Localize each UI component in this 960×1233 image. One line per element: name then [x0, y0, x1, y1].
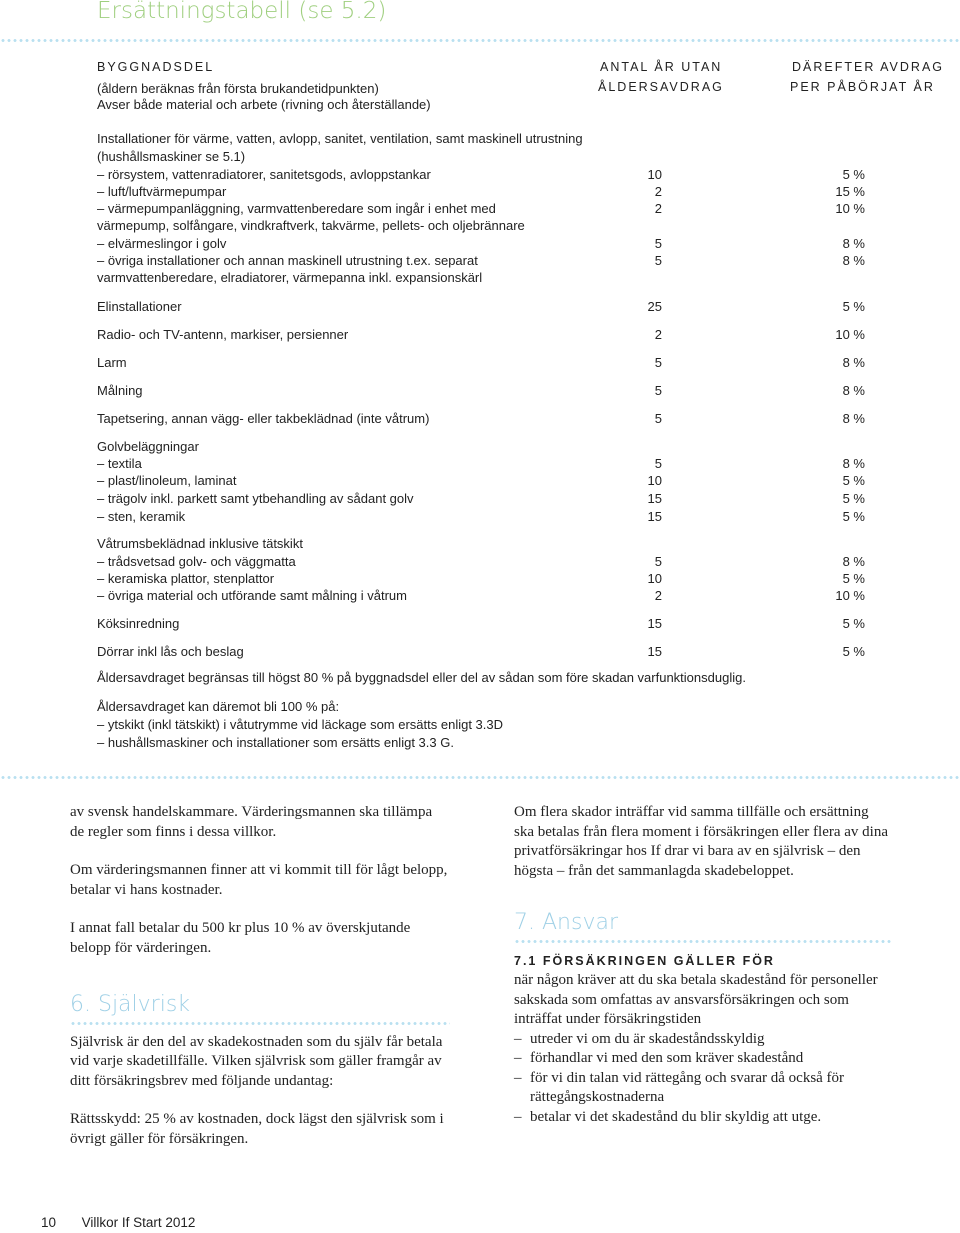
row-percent: 10 % — [835, 588, 865, 603]
col-sub-material-note: Avser både material och arbete (rivning och återställande) — [97, 97, 431, 112]
row-percent: 8 % — [842, 554, 865, 569]
table-row — [97, 298, 867, 315]
paragraph: när någon kräver att du ska betala skadestånd för personeller sakskada som omfattas av ansvarsförsäkringen och som inträffat under försäkringstiden — [514, 972, 878, 1027]
row-label: Elinstallationer — [97, 299, 182, 314]
row-years: 15 — [647, 509, 662, 524]
table-row — [97, 535, 867, 552]
note-max-deduction: Åldersavdraget begränsas till högst 80 % på byggnadsdel eller del av sådan som före skadan varfunktionsduglig. — [97, 670, 746, 685]
row-label: – trådsvetsad golv- och väggmatta — [97, 554, 296, 569]
footer — [41, 1215, 195, 1230]
row-percent: 5 % — [842, 644, 865, 659]
row-label: – övriga installationer och annan maskinell utrustning t.ex. separat — [97, 253, 478, 268]
table-row — [97, 553, 867, 570]
table-row — [97, 217, 867, 234]
paragraph: Om flera skador inträffar vid samma tillfälle och ersättning ska betalas från flera moment i försäkringen eller flera av dina privatförsäkringar hos If drar vi bara av en självrisk – den högsta – från det sammanlagda skadebeloppet. — [514, 804, 888, 879]
table-row — [97, 438, 867, 455]
table-row — [97, 587, 867, 604]
table-row — [97, 643, 867, 660]
row-label: (hushållsmaskiner se 5.1) — [97, 149, 246, 164]
row-label: Tapetsering, annan vägg- eller takbeklädnad (inte våtrum) — [97, 411, 430, 426]
row-years: 10 — [647, 571, 662, 586]
table-row — [97, 570, 867, 587]
row-label: – keramiska plattor, stenplattor — [97, 571, 275, 586]
col-sub-age-deduction: ÅLDERSAVDRAG — [598, 80, 724, 94]
row-years: 5 — [654, 383, 662, 398]
table-row — [97, 166, 867, 183]
page-number: 10 — [41, 1215, 57, 1230]
section-heading-7: 7. Ansvar — [514, 910, 618, 935]
row-label: värmepump, solfångare, vindkraftverk, takvärme, pellets- och oljebrännare — [97, 218, 525, 233]
table-row — [97, 490, 867, 507]
col-sub-per-year: PER PÅBÖRJAT ÅR — [790, 80, 935, 94]
dotted-divider-mid — [0, 775, 960, 780]
row-label: – textila — [97, 456, 142, 471]
row-years: 5 — [654, 554, 662, 569]
table-row — [97, 615, 867, 632]
row-label: – plast/linoleum, laminat — [97, 473, 237, 488]
row-percent: 10 % — [835, 201, 865, 216]
table-row — [97, 326, 867, 343]
dotted-divider-top — [0, 38, 960, 43]
list-item: – för vi din talan vid rättegång och svarar då också för rättegångskostnaderna — [514, 1069, 892, 1108]
row-years: 5 — [654, 456, 662, 471]
row-years: 15 — [647, 644, 662, 659]
table-row — [97, 130, 867, 147]
row-label: varmvattenberedare, elradiatorer, värmepanna inkl. expansionskärl — [97, 270, 483, 285]
row-years: 10 — [647, 473, 662, 488]
col-header-years: ANTAL ÅR UTAN — [600, 60, 723, 74]
paragraph: Rättsskydd: 25 % av kostnaden, dock lägst den självrisk som i övrigt gäller för försäkringen. — [70, 1111, 444, 1147]
dotted-divider-section — [70, 1021, 450, 1026]
list-item: – betalar vi det skadestånd du blir skyldig att utge. — [514, 1108, 892, 1128]
row-percent: 8 % — [842, 383, 865, 398]
table-row — [97, 200, 867, 217]
row-label: Våtrumsbeklädnad inklusive tätskikt — [97, 536, 303, 551]
table-row — [97, 252, 867, 269]
row-label: – elvärmeslingor i golv — [97, 236, 227, 251]
note-100-item: – hushållsmaskiner och installationer som ersätts enligt 3.3 G. — [97, 735, 454, 750]
row-percent: 5 % — [842, 491, 865, 506]
left-column — [70, 803, 450, 1149]
row-percent: 8 % — [842, 411, 865, 426]
row-years: 25 — [647, 299, 662, 314]
row-percent: 5 % — [842, 167, 865, 182]
row-percent: 5 % — [842, 473, 865, 488]
col-sub-age-note: (åldern beräknas från första brukandetidpunkten) — [97, 81, 379, 96]
row-years: 2 — [654, 588, 662, 603]
row-label: Dörrar inkl lås och beslag — [97, 644, 244, 659]
row-percent: 8 % — [842, 456, 865, 471]
row-percent: 8 % — [842, 236, 865, 251]
subsection-heading-7-1: 7.1 FÖRSÄKRINGEN GÄLLER FÖR — [514, 953, 775, 968]
row-percent: 10 % — [835, 327, 865, 342]
row-label: – sten, keramik — [97, 509, 186, 524]
row-percent: 15 % — [835, 184, 865, 199]
row-label: – luft/luftvärmepumpar — [97, 184, 227, 199]
row-label: Larm — [97, 355, 127, 370]
table-row — [97, 508, 867, 525]
dotted-divider-section — [514, 939, 892, 944]
paragraph: Självrisk är den del av skadekostnaden som du själv får betala vid varje skadetillfälle. Vilken självrisk som gäller framgår av ditt försäkringsbrev med följande undantag: — [70, 1033, 443, 1089]
list-item: – förhandlar vi med den som kräver skadestånd — [514, 1049, 892, 1069]
row-label: Köksinredning — [97, 616, 180, 631]
table-row — [97, 269, 867, 286]
row-years: 5 — [654, 355, 662, 370]
row-years: 15 — [647, 616, 662, 631]
row-percent: 5 % — [842, 509, 865, 524]
page-title: Ersättningstabell (se 5.2) — [97, 0, 387, 24]
section-heading-6: 6. Självrisk — [70, 992, 191, 1017]
row-percent: 5 % — [842, 571, 865, 586]
table-row — [97, 410, 867, 427]
document-title: Villkor If Start 2012 — [81, 1215, 196, 1230]
row-percent: 5 % — [842, 616, 865, 631]
table-row — [97, 183, 867, 200]
note-100-head: Åldersavdraget kan däremot bli 100 % på: — [97, 699, 340, 714]
note-100-item: – ytskikt (inkl tätskikt) i våtutrymme vid läckage som ersätts enligt 3.3D — [97, 717, 504, 732]
row-percent: 8 % — [842, 253, 865, 268]
row-label: – värmepumpanläggning, varmvattenberedare som ingår i enhet med — [97, 201, 496, 216]
table-row — [97, 472, 867, 489]
row-years: 10 — [647, 167, 662, 182]
row-label: – trägolv inkl. parkett samt ytbehandling av sådant golv — [97, 491, 414, 506]
row-label: Installationer för värme, vatten, avlopp, sanitet, ventilation, samt maskinell utrustning — [97, 131, 583, 146]
col-header-deduction: DÄREFTER AVDRAG — [792, 60, 945, 74]
row-years: 15 — [647, 491, 662, 506]
table-row — [97, 382, 867, 399]
paragraph: I annat fall betalar du 500 kr plus 10 % av överskjutande belopp för värderingen. — [70, 920, 411, 956]
row-label: – rörsystem, vattenradiatorer, sanitetsgods, avloppstankar — [97, 167, 431, 182]
row-years: 5 — [654, 411, 662, 426]
row-years: 2 — [654, 327, 662, 342]
paragraph: Om värderingsmannen finner att vi kommit till för lågt belopp, betalar vi hans kostnader. — [70, 862, 448, 898]
row-label: Golvbeläggningar — [97, 439, 199, 454]
row-label: Radio- och TV-antenn, markiser, persienner — [97, 327, 349, 342]
right-column — [514, 803, 892, 1127]
row-percent: 8 % — [842, 355, 865, 370]
table-row — [97, 354, 867, 371]
row-years: 2 — [654, 201, 662, 216]
row-years: 2 — [654, 184, 662, 199]
list-item: – utreder vi om du är skadeståndsskyldig — [514, 1030, 892, 1050]
table-row — [97, 148, 867, 165]
row-percent: 5 % — [842, 299, 865, 314]
paragraph: av svensk handelskammare. Värderingsmannen ska tillämpa de regler som finns i dessa villkor. — [70, 804, 433, 840]
row-label: Målning — [97, 383, 143, 398]
table-row — [97, 235, 867, 252]
row-years: 5 — [654, 253, 662, 268]
col-header-part: BYGGNADSDEL — [97, 60, 215, 74]
row-label: – övriga material och utförande samt målning i våtrum — [97, 588, 407, 603]
table-row — [97, 455, 867, 472]
row-years: 5 — [654, 236, 662, 251]
